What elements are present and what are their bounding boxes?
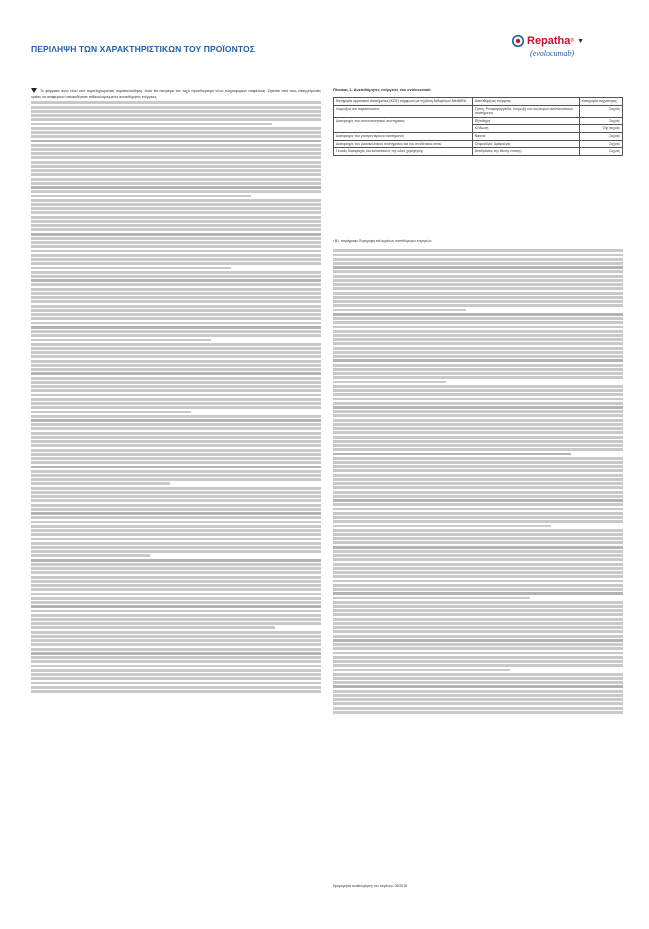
text-line [31, 427, 321, 430]
text-line [333, 469, 623, 472]
text-line [31, 355, 321, 358]
text-line [31, 521, 321, 524]
text-line [31, 470, 321, 473]
text-line [31, 118, 321, 121]
text-line [333, 698, 623, 701]
text-line [31, 504, 321, 507]
text-line [31, 444, 321, 447]
right-text-column [333, 248, 623, 868]
text-line [31, 190, 321, 193]
text-line [31, 449, 321, 452]
text-line [333, 444, 623, 447]
text-line [333, 541, 623, 544]
text-line [31, 436, 321, 439]
text-line [31, 639, 321, 642]
text-line [31, 148, 321, 151]
text-line [333, 554, 623, 557]
text-line [333, 525, 551, 528]
text-line [333, 347, 623, 350]
black-triangle-icon [31, 88, 37, 93]
text-line [31, 677, 321, 680]
table-cell: Διαταραχές του γαστρεντερικού συστήματος [334, 132, 473, 140]
text-line [333, 656, 623, 659]
text-line [333, 275, 623, 278]
text-line [333, 300, 623, 303]
text-line [31, 250, 321, 253]
logo-mark-icon [512, 35, 524, 47]
table-cell: Εξάνθημα [472, 117, 579, 125]
left-body-text [31, 101, 321, 692]
text-line [333, 334, 623, 337]
text-line [31, 673, 321, 676]
text-line [31, 101, 321, 104]
text-line [31, 652, 321, 655]
text-line [31, 237, 321, 240]
table-cell: Συχνές [579, 117, 622, 125]
text-line [31, 660, 321, 663]
text-line [333, 694, 623, 697]
text-line [333, 436, 623, 439]
text-line [333, 309, 466, 312]
text-line [333, 630, 623, 633]
table-footnote: ¹ Βλ. παράγραφο Περιγραφή επιλεγμένων ανεπιθύμητων ενεργειών [333, 239, 432, 243]
text-line [31, 529, 321, 532]
text-line [333, 296, 623, 299]
text-line [333, 431, 623, 434]
text-line [333, 639, 623, 642]
text-line [31, 228, 321, 231]
text-line [333, 254, 623, 257]
text-line [31, 351, 321, 354]
text-line [31, 389, 321, 392]
text-line [31, 156, 321, 159]
text-line [333, 448, 623, 451]
text-line [31, 178, 321, 181]
text-line [333, 592, 623, 595]
text-line [31, 635, 321, 638]
text-line [31, 313, 321, 316]
text-line [31, 398, 321, 401]
text-line [31, 283, 321, 286]
text-line [333, 537, 623, 540]
right-body-text [333, 249, 623, 713]
text-line [333, 376, 623, 379]
logo-triangle-icon: ▼ [577, 37, 585, 45]
text-line [31, 533, 321, 536]
text-line [333, 262, 623, 265]
text-line [31, 690, 321, 693]
text-line [31, 267, 231, 270]
text-line [31, 542, 321, 545]
text-line [333, 550, 623, 553]
text-line [333, 529, 623, 532]
text-line [333, 609, 623, 612]
table-header: Κατηγορία οργανικού συστήματος (ΚΟΣ) σύμφωνα με τη βάση δεδομένων MedDRA [334, 98, 473, 106]
table-cell: Αντιδράσεις της θέσης ένεσης¹ [472, 148, 579, 156]
text-line [31, 182, 321, 185]
text-line [333, 393, 623, 396]
text-line [31, 106, 321, 109]
text-line [333, 588, 623, 591]
text-line [31, 622, 321, 625]
text-line [31, 559, 321, 562]
text-line [31, 478, 321, 481]
text-line [333, 427, 623, 430]
text-line [31, 546, 321, 549]
text-line [333, 270, 623, 273]
text-line [333, 440, 623, 443]
text-line [31, 322, 321, 325]
table-cell: Συχνές [579, 105, 622, 117]
text-line [333, 351, 623, 354]
text-line [31, 461, 321, 464]
text-line [31, 411, 191, 414]
logo-name: Repatha [527, 35, 571, 47]
text-line [31, 110, 321, 113]
text-line [31, 233, 321, 236]
text-line [333, 508, 623, 511]
text-line [333, 482, 623, 485]
text-line [31, 347, 321, 350]
text-line [31, 453, 321, 456]
text-line [31, 300, 321, 303]
text-line [333, 491, 623, 494]
text-line [333, 398, 623, 401]
text-line [31, 203, 321, 206]
text-line [333, 567, 623, 570]
text-line [333, 707, 623, 710]
text-line [31, 402, 321, 405]
text-line [31, 173, 321, 176]
text-line [31, 292, 321, 295]
text-line [333, 381, 446, 384]
text-line [31, 195, 251, 198]
text-line [31, 571, 321, 574]
adverse-reactions-table [333, 97, 623, 156]
text-line [333, 580, 623, 583]
text-line [31, 597, 321, 600]
text-line [31, 131, 321, 134]
text-line [333, 584, 623, 587]
text-line [31, 279, 321, 282]
text-line [31, 499, 321, 502]
text-line [31, 305, 321, 308]
text-line [31, 330, 321, 333]
text-line [31, 440, 321, 443]
text-line [333, 304, 623, 307]
table-header-row [334, 98, 623, 106]
page-title: ΠΕΡΙΛΗΨΗ ΤΩΝ ΧΑΡΑΚΤΗΡΙΣΤΙΚΩΝ ΤΟΥ ΠΡΟΪΟΝΤΟΣ [31, 44, 255, 54]
text-line [333, 533, 623, 536]
text-line [333, 359, 623, 362]
text-line [31, 508, 321, 511]
logo-trademark: ® [570, 38, 575, 44]
text-line [31, 364, 321, 367]
text-line [31, 262, 321, 265]
text-line [31, 423, 321, 426]
table-cell: Γρίπη, Ρινοφαρυγγίτιδα, Λοίμωξη του ανώτερου αναπνευστικού συστήματος [472, 105, 579, 117]
text-line [31, 114, 321, 117]
text-line [31, 394, 321, 397]
table-header: Κατηγορία συχνότητας [579, 98, 622, 106]
text-line [31, 516, 321, 519]
text-line [333, 317, 623, 320]
text-line [333, 685, 623, 688]
text-line [31, 686, 321, 689]
table-cell: Συχνές [579, 148, 622, 156]
text-line [333, 635, 623, 638]
text-line [31, 665, 321, 668]
table-title: Πίνακας 1. Ανεπιθύμητες ενέργειες του evolocumab [333, 87, 431, 92]
table-header: Ανεπιθύμητες ενέργειες [472, 98, 579, 106]
text-line [31, 419, 321, 422]
table-cell: Συχνές [579, 140, 622, 148]
text-line [31, 199, 321, 202]
text-line [31, 648, 321, 651]
text-line [31, 584, 321, 587]
text-line [31, 140, 321, 143]
text-line [31, 491, 321, 494]
text-line [333, 326, 623, 329]
text-line [333, 258, 623, 261]
text-line [333, 711, 623, 714]
text-line [31, 626, 275, 629]
text-line [333, 410, 623, 413]
text-line [333, 647, 623, 650]
revision-date: Ημερομηνία αναθεώρησης του κειμένου: 03/2016 [333, 884, 407, 888]
text-line [31, 339, 211, 342]
text-line [31, 487, 321, 490]
text-line [31, 580, 321, 583]
table-row [334, 132, 623, 140]
text-line [333, 330, 623, 333]
text-line [31, 643, 321, 646]
text-line [31, 169, 321, 172]
text-line [333, 313, 623, 316]
text-line [31, 567, 321, 570]
text-line [31, 605, 321, 608]
text-line [333, 423, 623, 426]
text-line [333, 406, 623, 409]
text-line [333, 372, 623, 375]
text-line [333, 571, 623, 574]
text-line [333, 461, 623, 464]
text-line [31, 576, 321, 579]
text-line [333, 643, 623, 646]
text-line [333, 660, 623, 663]
text-line [333, 673, 623, 676]
text-line [333, 681, 623, 684]
text-line [31, 682, 321, 685]
table-cell: Λοιμώξεις και παρασιτώσεις [334, 105, 473, 117]
text-line [31, 245, 321, 248]
text-line [31, 254, 321, 257]
text-line [333, 690, 623, 693]
text-line [333, 364, 623, 367]
text-line [31, 656, 321, 659]
table-cell: Διαταραχές του ανοσοποιητικού συστήματος [334, 117, 473, 132]
text-line [333, 503, 623, 506]
table-row [334, 117, 623, 125]
text-line [31, 466, 321, 469]
text-line [31, 550, 321, 553]
text-line [333, 368, 623, 371]
text-line [333, 626, 623, 629]
text-line [31, 512, 321, 515]
text-line [333, 558, 623, 561]
text-line [333, 613, 623, 616]
text-line [333, 478, 623, 481]
text-line [333, 474, 623, 477]
text-line [333, 669, 510, 672]
text-line [31, 127, 321, 130]
text-line [31, 554, 150, 557]
text-line [333, 575, 623, 578]
text-line [333, 249, 623, 252]
text-line [333, 702, 623, 705]
text-line [333, 597, 530, 600]
text-line [31, 377, 321, 380]
text-line [333, 677, 623, 680]
text-line [31, 593, 321, 596]
text-line [31, 309, 321, 312]
text-line [31, 123, 272, 126]
text-line [31, 381, 321, 384]
text-line [333, 279, 623, 282]
text-line [333, 465, 623, 468]
text-line [31, 525, 321, 528]
text-line [333, 495, 623, 498]
text-line [31, 432, 321, 435]
text-line [31, 275, 321, 278]
text-line [333, 652, 623, 655]
text-line [31, 161, 321, 164]
text-line [333, 389, 623, 392]
text-line [333, 402, 623, 405]
text-line [31, 144, 321, 147]
text-line [31, 563, 321, 566]
table-cell: Διαταραχές του μυοσκελετικού συστήματος και του συνδετικού ιστού [334, 140, 473, 148]
text-line [333, 283, 623, 286]
text-line [333, 266, 623, 269]
text-line [31, 216, 321, 219]
logo-subtitle: (evolocumab) [530, 49, 574, 58]
text-line [333, 419, 623, 422]
table-cell: Κνίδωση [472, 125, 579, 133]
text-line [31, 360, 321, 363]
text-line [333, 618, 623, 621]
text-line [333, 605, 623, 608]
text-line [31, 220, 321, 223]
text-line [333, 338, 623, 341]
text-line [31, 385, 321, 388]
text-line [31, 241, 321, 244]
text-line [333, 287, 623, 290]
text-line [333, 563, 623, 566]
text-line [333, 601, 623, 604]
text-line [333, 292, 623, 295]
text-line [31, 224, 321, 227]
table-row [334, 140, 623, 148]
text-line [31, 538, 321, 541]
text-line [31, 288, 321, 291]
text-line [31, 457, 321, 460]
text-line [333, 499, 623, 502]
text-line [31, 296, 321, 299]
text-line [31, 610, 321, 613]
text-line [31, 372, 321, 375]
text-line [31, 186, 321, 189]
table-cell: Όχι συχνές [579, 125, 622, 133]
text-line [31, 588, 321, 591]
text-line [333, 385, 623, 388]
text-line [333, 457, 623, 460]
text-line [333, 321, 623, 324]
left-text-column [31, 88, 321, 890]
text-line [31, 495, 321, 498]
table-cell: Ναυτία [472, 132, 579, 140]
text-line [333, 546, 623, 549]
text-line [31, 317, 321, 320]
text-line [31, 152, 321, 155]
table-row [334, 148, 623, 156]
text-line [31, 165, 321, 168]
text-line [333, 355, 623, 358]
text-line [333, 453, 571, 456]
text-line [31, 211, 321, 214]
text-line [31, 368, 321, 371]
text-line [333, 512, 623, 515]
text-line [31, 415, 321, 418]
text-line [31, 326, 321, 329]
text-line [31, 334, 321, 337]
text-line [333, 520, 623, 523]
table-cell: Συχνές [579, 132, 622, 140]
repatha-logo [512, 34, 620, 74]
text-line [31, 271, 321, 274]
text-line [333, 516, 623, 519]
text-line [333, 414, 623, 417]
text-line [333, 622, 623, 625]
text-line [31, 618, 321, 621]
text-line [31, 482, 170, 485]
text-line [31, 343, 321, 346]
text-line [31, 631, 321, 634]
text-line [31, 135, 321, 138]
text-line [333, 664, 623, 667]
table-cell: Οσφυαλγία, Αρθραλγία [472, 140, 579, 148]
text-line [31, 474, 321, 477]
text-line [31, 669, 321, 672]
table-row [334, 105, 623, 117]
text-line [31, 406, 321, 409]
text-line [31, 614, 321, 617]
text-line [31, 258, 321, 261]
table-cell: Γενικές διαταραχές και καταστάσεις της οδού χορήγησης [334, 148, 473, 156]
text-line [333, 342, 623, 345]
monitoring-notice: Το φάρμακο αυτό τελεί υπό συμπληρωματική παρακολούθηση. Αυτό θα επιτρέψει τον ταχύ προσδιορισμό νέων πληροφοριών ασφάλειας. Ζητείται από τους επαγγελματίες υγείας να αναφέρουν οποιεσδήποτε πιθανολογούμενες ανεπιθύμητες ενέργειες. [31, 89, 321, 99]
text-line [333, 486, 623, 489]
text-line [31, 601, 321, 604]
text-line [31, 207, 321, 210]
